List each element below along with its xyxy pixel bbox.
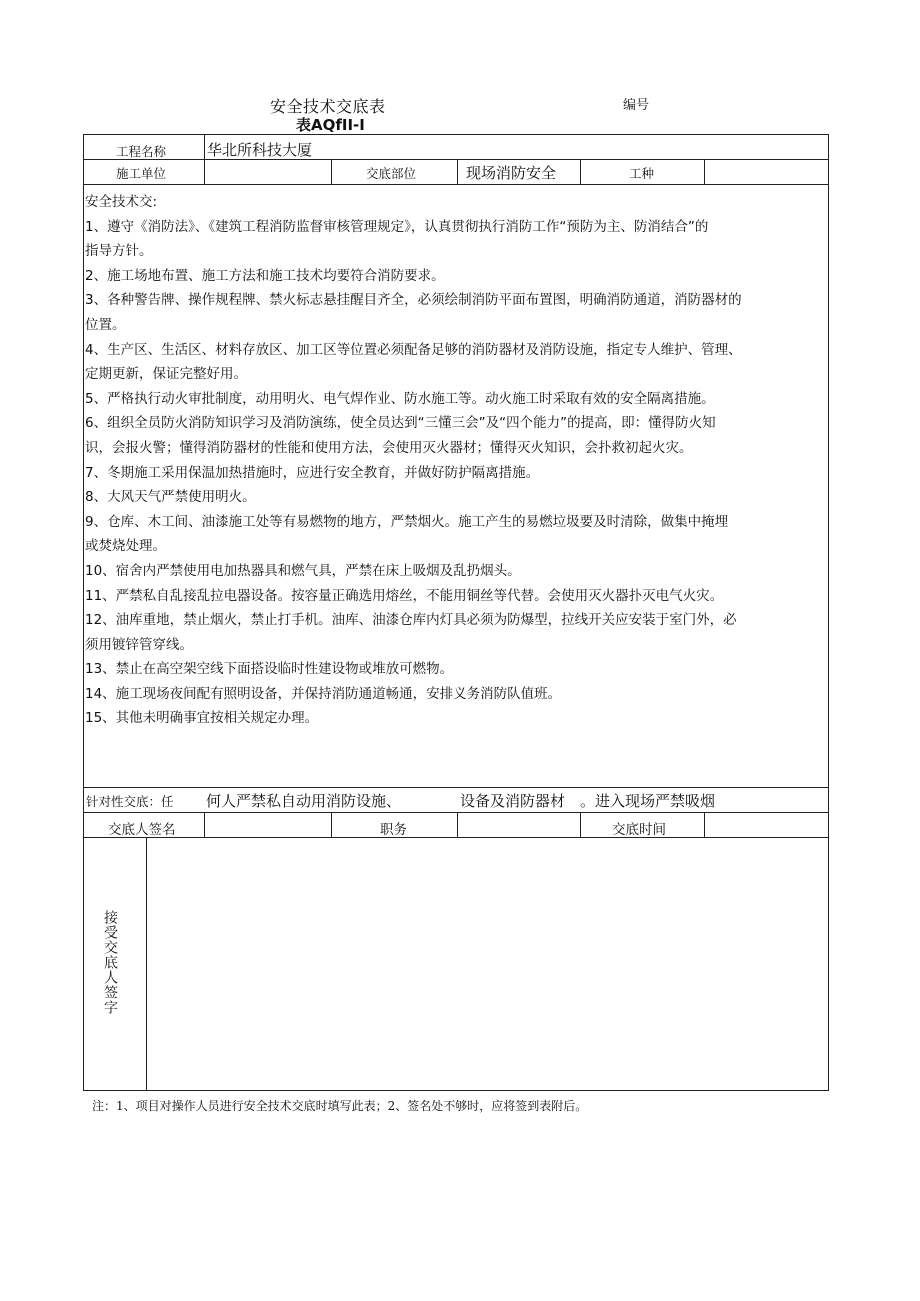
content-line: 7、冬期施工采用保温加热措施时，应进行安全教育，并做好防护隔离措施。 bbox=[85, 464, 540, 481]
col-divider bbox=[457, 159, 458, 184]
row-divider bbox=[83, 837, 829, 838]
col-divider bbox=[331, 159, 332, 184]
col-divider bbox=[580, 159, 581, 184]
content-line: 1、遵守《消防法》、《建筑工程消防监督审核管理规定》，认真贯彻执行消防工作“预防为主、防消结合”的 bbox=[85, 218, 709, 235]
content-line: 识，会报火警；懂得消防器材的性能和使用方法，会使用灭火器材；懂得灭火知识，会扑救初起火灾。 bbox=[85, 439, 693, 456]
content-line: 9、仓库、木工间、油漆施工处等有易燃物的地方，严禁烟火。施工产生的易燃垃圾要及时清除，做集中掩埋 bbox=[85, 513, 729, 530]
col-divider bbox=[580, 812, 581, 837]
content-line: 或焚烧处理。 bbox=[85, 538, 166, 555]
form-subtitle: 表AQfII-I bbox=[296, 116, 365, 134]
content-line: 定期更新，保证完整好用。 bbox=[85, 366, 247, 383]
col-divider bbox=[204, 134, 205, 184]
content-line: 13、禁止在高空架空线下面搭设临时性建设物或堆放可燃物。 bbox=[85, 661, 454, 678]
receiver-label: 接受交底人签字 bbox=[102, 910, 118, 1015]
content-line: 15、其他未明确事宜按相关规定办理。 bbox=[85, 710, 319, 727]
unit-label: 施工单位 bbox=[116, 166, 167, 181]
content-line: 6、组织全员防火消防知识学习及消防演练，使全员达到“三懂三会”及“四个能力”的提高，即：懂得防火知 bbox=[85, 415, 716, 432]
receiver-signature-area[interactable] bbox=[150, 841, 825, 1087]
col-divider bbox=[704, 159, 705, 184]
col-divider bbox=[146, 837, 147, 1091]
content-line: 12、油库重地，禁止烟火，禁止打手机。油库、油漆仓库内灯具必须为防爆型，拉线开关应安装于室门外，必 bbox=[85, 612, 737, 629]
content-line: 5、严格执行动火审批制度，动用明火、电气焊作业、防水施工等。动火施工时采取有效的安全隔离措施。 bbox=[85, 390, 715, 407]
dept-label: 交底部位 bbox=[366, 166, 417, 181]
row-divider bbox=[83, 787, 829, 788]
content-line: 8、大风天气严禁使用明火。 bbox=[85, 489, 256, 506]
targeted-part1: 何人严禁私自动用消防设施、 bbox=[206, 792, 402, 810]
content-line: 4、生产区、生活区、材料存放区、加工区等位置必须配备足够的消防器材及消防设施，指定专人维护、管理、 bbox=[85, 341, 742, 358]
time-label: 交底时间 bbox=[612, 822, 666, 838]
safety-content bbox=[85, 190, 829, 731]
content-line: 11、严禁私自乱接乱拉电器设备。按容量正确选用熔丝，不能用铜丝等代替。会使用灭火器扑灭电气火灾。 bbox=[85, 587, 724, 604]
row-divider bbox=[83, 184, 829, 185]
project-name-value[interactable]: 华北所科技大厦 bbox=[207, 141, 313, 159]
targeted-label: 针对性交底：任 bbox=[86, 794, 174, 809]
col-divider bbox=[704, 812, 705, 837]
col-divider bbox=[331, 812, 332, 837]
content-line: 指导方针。 bbox=[85, 243, 153, 260]
project-name-label: 工程名称 bbox=[116, 144, 167, 159]
content-line: 10、宿舍内严禁使用电加热器具和燃气具，严禁在床上吸烟及乱扔烟头。 bbox=[85, 562, 521, 579]
content-line: 位置。 bbox=[85, 316, 126, 333]
trade-label: 工种 bbox=[629, 166, 655, 181]
col-divider bbox=[204, 812, 205, 837]
targeted-part2: 设备及消防器材 bbox=[460, 792, 566, 810]
row-divider bbox=[83, 812, 829, 813]
content-line: 14、施工现场夜间配有照明设备，并保持消防通道畅通，安排义务消防队值班。 bbox=[85, 685, 562, 702]
form-title: 安全技术交底表 bbox=[270, 97, 386, 116]
position-label: 职务 bbox=[380, 822, 407, 838]
code-label: 编号 bbox=[623, 98, 650, 113]
row-divider bbox=[83, 159, 829, 160]
content-line: 3、各种警告牌、操作规程牌、禁火标志悬挂醒目齐全，必须绘制消防平面布置图，明确消防通道，消防器材的 bbox=[85, 292, 742, 309]
col-divider bbox=[457, 812, 458, 837]
targeted-part3: 。进入现场严禁吸烟 bbox=[580, 792, 716, 810]
footnote: 注：1、项目对操作人员进行安全技术交底时填写此表；2、签名处不够时，应将签到表附后。 bbox=[92, 1099, 588, 1113]
content-line: 2、施工场地布置、施工方法和施工技术均要符合消防要求。 bbox=[85, 267, 445, 284]
signer-label: 交底人签名 bbox=[108, 822, 176, 838]
dept-value[interactable]: 现场消防安全 bbox=[466, 164, 557, 182]
content-line: 须用镀锌管穿线。 bbox=[85, 636, 193, 653]
content-heading: 安全技术交: bbox=[85, 194, 158, 210]
